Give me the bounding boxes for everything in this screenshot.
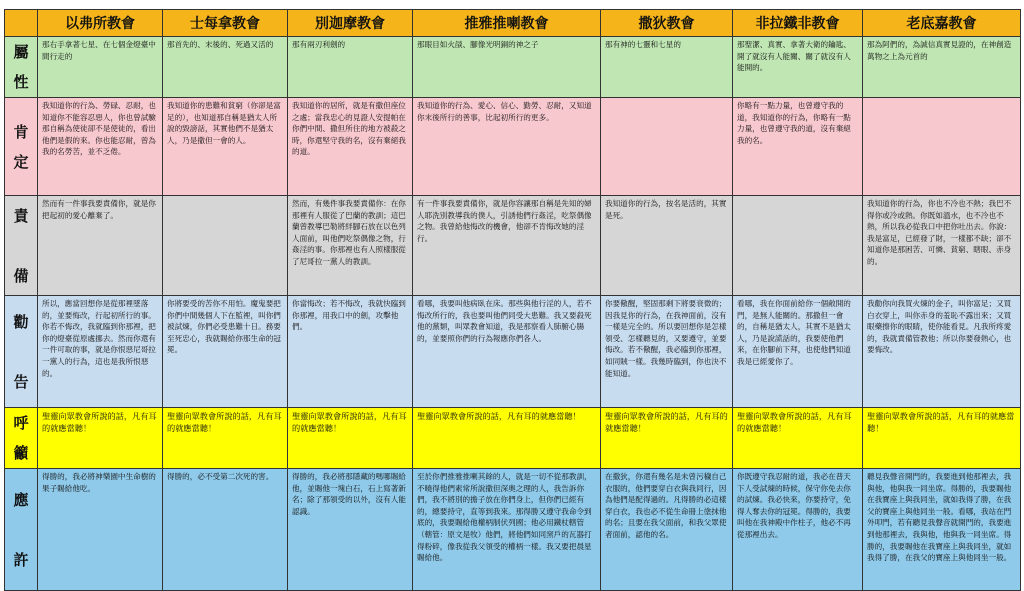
- cell-praise-smyrna: 我知道你的患難和貧窮（你卻是富足的），也知道那自稱是猶太人所說的毀謗話，其實他們不是猶太人，乃是撒但一會的人。: [163, 98, 288, 196]
- cell-call-sardis: 聖靈向眾教會所說的話，凡有耳的就應當聽！: [601, 408, 733, 469]
- cell-call-laodicea: 聖靈向眾教會所說的話，凡有耳的就應當聽！: [863, 408, 1021, 469]
- cell-attributes-sardis: 那有神的七靈和七星的: [601, 37, 733, 98]
- cell-praise-sardis: [601, 98, 733, 196]
- cell-promise-sardis: 在撒狄，你還有幾名是未曾污穢自己衣服的，他們要穿白衣與我同行，因為他們是配得過的。凡得勝的必這樣穿白衣，我也必不從生命冊上塗抹他的名；且要在我父面前，和我父眾使者面前，認他的名。: [601, 469, 733, 591]
- cell-promise-pergamum: 得勝的，我必將那隱藏的嗎哪賜給他，並賜他一塊白石，石上寫著新名；除了那領受的以外，沒有人能認識。: [288, 469, 413, 591]
- row-call: [5, 408, 1021, 469]
- cell-attributes-pergamum: 那有兩刃利劍的: [288, 37, 413, 98]
- comparison-table-wrapper: [4, 9, 1020, 567]
- cell-praise-laodicea: [863, 98, 1021, 196]
- row-praise: [5, 98, 1021, 196]
- cell-rebuke-laodicea: 我知道你的行為，你也不冷也不熱；我巴不得你或冷或熱。你既如溫水，也不冷也不熱，所以我必從我口中把你吐出去。你說：我是富足，已經發了財，一樣都不缺；卻不知道你是那困苦、可憐、貧窮、瞎眼、赤身的。: [863, 196, 1021, 296]
- cell-promise-philadelphia: 你既遵守我忍耐的道，我必在普天下人受試煉的時候，保守你免去你的試煉。我必快來，你要持守，免得人奪去你的冠冕。得勝的，我要叫他在我神殿中作柱子，他必不再從那裡出去。: [733, 469, 863, 591]
- cell-call-smyrna: 聖靈向眾教會所說的話，凡有耳的就應當聽！: [163, 408, 288, 469]
- cell-attributes-ephesus: 那右手拿著七星、在七個金燈臺中間行走的: [38, 37, 163, 98]
- header-church-thyatira: 推雅推喇教會: [413, 10, 601, 37]
- cell-attributes-philadelphia: 那聖潔、真實、拿著大衛的鑰匙、開了就沒有人能關、關了就沒有人能開的。: [733, 37, 863, 98]
- row-label-exhortation: 勸 告: [5, 296, 38, 408]
- cell-attributes-thyatira: 那眼目如火燄、腳像光明銅的神之子: [413, 37, 601, 98]
- cell-praise-ephesus: 我知道你的行為、勞碌、忍耐，也知道你不能容忍惡人，你也曾試驗那自稱為使徒卻不是使徒的，看出他們是假的來。你也能忍耐，曾為我的名勞苦，並不乏倦。: [38, 98, 163, 196]
- cell-promise-laodicea: 聽見我聲音開門的，我要進到他那裡去，我與他，他與我一同坐席。得勝的，我要賜他在我寶座上與我同坐，就如我得了勝，在我父的寶座上與他同坐一般。看哪，我站在門外叩門，若有聽見我聲音就開門的，我要進到他那裡去，我與他，他與我一同坐席。得勝的，我要賜他在我寶座上與我同坐，就如我得了勝，在我父的寶座上與他同坐一般。: [863, 469, 1021, 591]
- header-church-smyrna: 士每拿教會: [163, 10, 288, 37]
- cell-call-pergamum: 聖靈向眾教會所說的話，凡有耳的就應當聽！: [288, 408, 413, 469]
- cell-exhortation-sardis: 你要儆醒，堅固那剩下將要衰微的；因我見你的行為，在我神面前，沒有一樣是完全的。所以要回想你是怎樣領受、怎樣聽見的，又要遵守，並要悔改。若不儆醒，我必臨到你那裡，如同賊一樣。我幾時臨到，你也決不能知道。: [601, 296, 733, 408]
- cell-rebuke-smyrna: [163, 196, 288, 296]
- header-row: [5, 10, 1021, 37]
- row-attributes: [5, 37, 1021, 98]
- cell-rebuke-philadelphia: [733, 196, 863, 296]
- cell-promise-smyrna: 得勝的，必不受第二次死的害。: [163, 469, 288, 591]
- cell-praise-philadelphia: 你略有一點力量，也曾遵守我的道，我知道你的行為，你略有一點力量，也曾遵守我的道，沒有棄絕我的名。: [733, 98, 863, 196]
- cell-call-thyatira: 聖靈向眾教會所說的話，凡有耳的就應當聽！: [413, 408, 601, 469]
- header-church-philadelphia: 非拉鐵非教會: [733, 10, 863, 37]
- cell-promise-ephesus: 得勝的，我必將神樂園中生命樹的果子賜給他吃。: [38, 469, 163, 591]
- cell-exhortation-philadelphia: 看哪，我在你面前給你一個敞開的門，是無人能關的。那撒但一會的，自稱是猶太人，其實不是猶太人，乃是說謊話的，我要使他們來，在你腳前下拜，也使他們知道我是已經愛你了。: [733, 296, 863, 408]
- header-church-sardis: 撒狄教會: [601, 10, 733, 37]
- row-exhortation: [5, 296, 1021, 408]
- header-church-pergamum: 別迦摩教會: [288, 10, 413, 37]
- cell-attributes-laodicea: 那為阿們的，為誠信真實見證的，在神創造萬物之上為元首的: [863, 37, 1021, 98]
- cell-attributes-smyrna: 那首先的、末後的、死過又活的: [163, 37, 288, 98]
- header-church-ephesus: 以弗所教會: [38, 10, 163, 37]
- cell-praise-pergamum: 我知道你的居所，就是有撒但座位之處；當我忠心的見證人安提帕在你們中間、撒但所住的地方被殺之時，你還堅守我的名，沒有棄絕我的道。: [288, 98, 413, 196]
- row-label-promise: 應 許: [5, 469, 38, 591]
- cell-exhortation-thyatira: 看哪，我要叫他病臥在床。那些與他行淫的人，若不悔改所行的，我也要叫他們同受大患難。我又要殺死他的黨類，叫眾教會知道，我是那察看人肺腑心腸的，並要照你們的行為報應你們各人。: [413, 296, 601, 408]
- row-label-rebuke: 責 備: [5, 196, 38, 296]
- row-label-praise: 肯 定: [5, 98, 38, 196]
- cell-rebuke-pergamum: 然而，有幾件事我要責備你：在你那裡有人服從了巴蘭的教訓；這巴蘭曾教導巴勒將絆腳石放在以色列人面前，叫他們吃祭偶像之物，行姦淫的事。你那裡也有人照樣服從了尼哥拉一黨人的教訓。: [288, 196, 413, 296]
- cell-exhortation-pergamum: 你當悔改；若不悔改，我就快臨到你那裡，用我口中的劍，攻擊他們。: [288, 296, 413, 408]
- row-label-call: 呼 籲: [5, 408, 38, 469]
- cell-praise-thyatira: 我知道你的行為、愛心、信心、勤勞、忍耐，又知道你末後所行的善事，比起初所行的更多。: [413, 98, 601, 196]
- cell-rebuke-thyatira: 有一件事我要責備你，就是你容讓那自稱是先知的婦人耶洗別教導我的僕人，引誘他們行姦淫，吃祭偶像之物。我曾給他悔改的機會，他卻不肯悔改她的淫行。: [413, 196, 601, 296]
- row-promise: [5, 469, 1021, 591]
- header-corner: [5, 10, 38, 37]
- row-label-attributes: 屬 性: [5, 37, 38, 98]
- seven-churches-table: [4, 9, 1021, 591]
- cell-exhortation-ephesus: 所以，應當回想你是從那裡墜落的，並要悔改，行起初所行的事。你若不悔改，我就臨到你那裡，把你的燈臺從原處挪去。然而你還有一件可取的事，就是你恨惡尼哥拉一黨人的行為，這也是我所恨惡的。: [38, 296, 163, 408]
- cell-promise-thyatira: 至於你們推雅推喇其餘的人，就是一切不從那教訓，不曉得他們素常所說撒但深奧之理的人，我告訴你們，我不將別的擔子放在你們身上，但你們已經有的，總要持守，直等到我來。那得勝又遵守我命令到底的，我要賜給他權柄制伏列國；他必用鐵杖轄管（轄管：原文是牧）他們，將他們如同窯戶的瓦器打得粉碎，像我從我父領受的權柄一樣。我又要把晨星賜給他。: [413, 469, 601, 591]
- cell-call-philadelphia: 聖靈向眾教會所說的話，凡有耳的就應當聽！: [733, 408, 863, 469]
- cell-call-ephesus: 聖靈向眾教會所說的話，凡有耳的就應當聽！: [38, 408, 163, 469]
- cell-rebuke-sardis: 我知道你的行為，按名是活的，其實是死。: [601, 196, 733, 296]
- row-rebuke: [5, 196, 1021, 296]
- header-church-laodicea: 老底嘉教會: [863, 10, 1021, 37]
- cell-exhortation-smyrna: 你將要受的苦你不用怕。魔鬼要把你們中間幾個人下在監裡，叫你們被試煉，你們必受患難十日。務要 至死忠心，我就賜給你那生命的冠冕。: [163, 296, 288, 408]
- cell-rebuke-ephesus: 然而有一件事我要責備你，就是你把起初的愛心離棄了。: [38, 196, 163, 296]
- cell-exhortation-laodicea: 我勸你向我買火煉的金子，叫你富足；又買白衣穿上，叫你赤身的羞恥不露出來；又買眼藥擦你的眼睛，使你能看見。凡我所疼愛的，我就責備管教他；所以你要發熱心，也要悔改。: [863, 296, 1021, 408]
